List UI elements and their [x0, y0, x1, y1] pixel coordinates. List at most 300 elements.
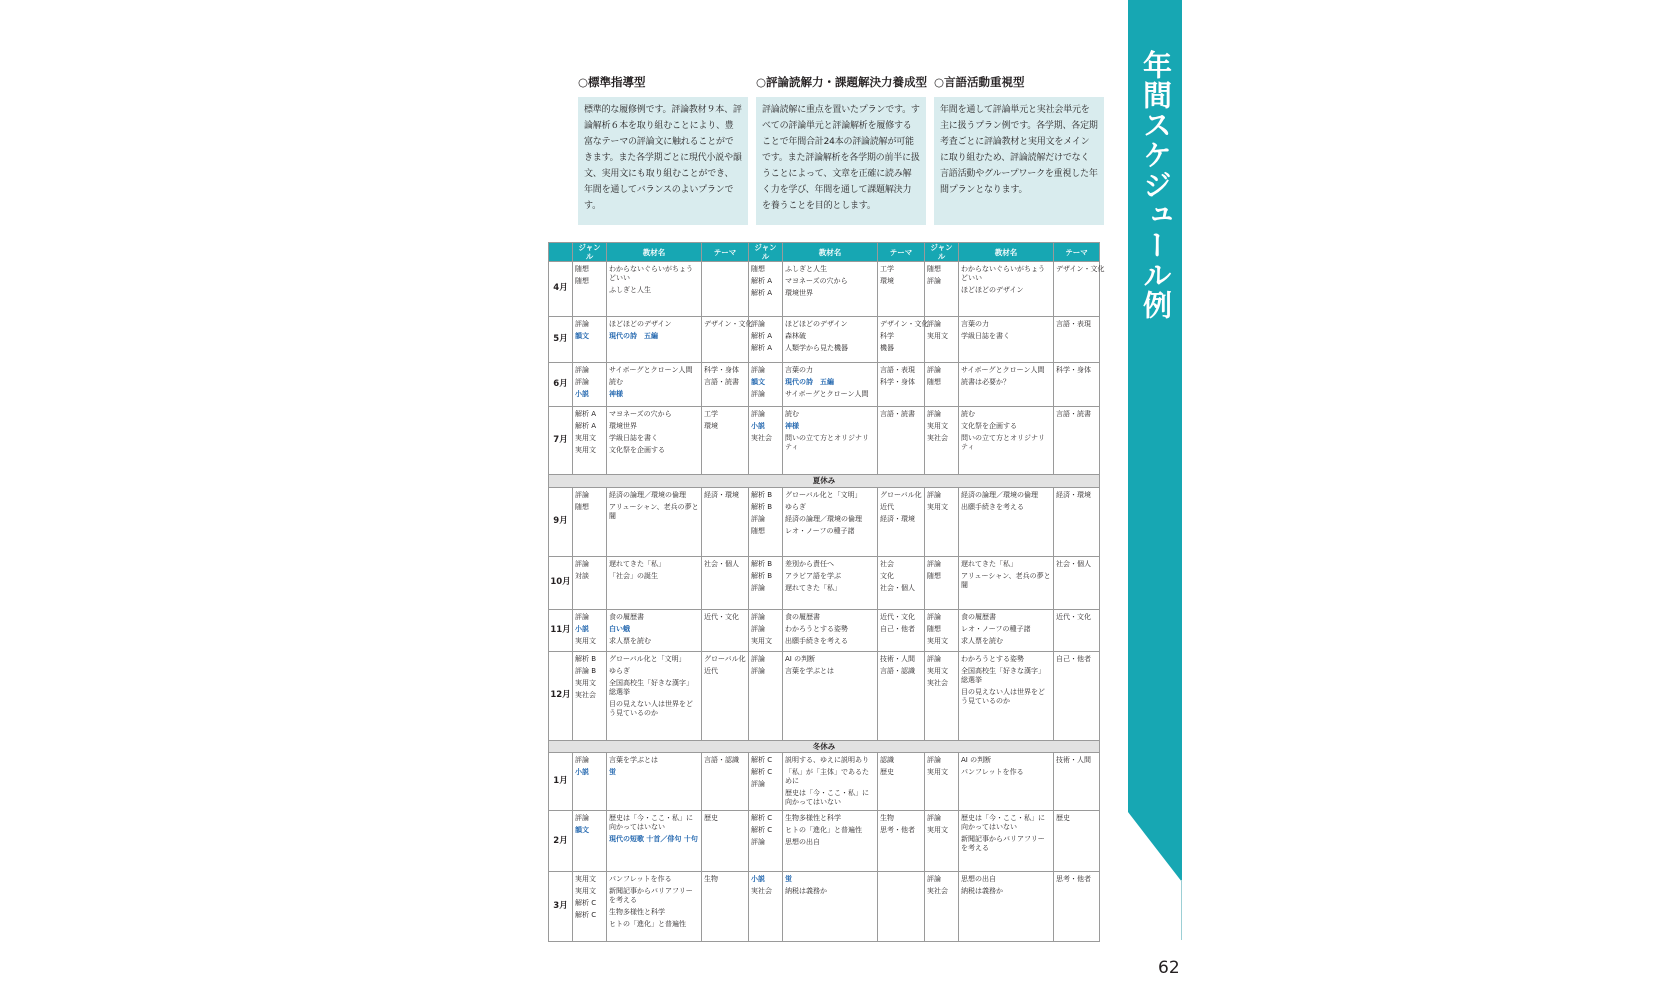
theme-entry: 生物: [880, 814, 894, 823]
genre-cell: [573, 753, 607, 811]
title-entry: 問いの立て方とオリジナリティ: [785, 434, 869, 452]
theme-cell: [878, 316, 929, 362]
genre-entry: 随想: [575, 265, 589, 273]
title-entry: 食の履歴書: [785, 612, 820, 621]
title-entry: 出願手続きを考える: [961, 502, 1024, 511]
title-entry: マヨネーズの穴から: [609, 410, 672, 419]
title-entry: 新聞記事からバリアフリーを考える: [961, 835, 1045, 853]
genre-entry: 随想: [575, 277, 589, 285]
table-row: [549, 872, 1100, 942]
table-row: [549, 487, 1100, 557]
genre-entry: 随想: [927, 265, 941, 273]
title-cell: [959, 753, 1054, 811]
plan-title: ○言語活動重視型: [934, 75, 1025, 89]
theme-cell: [1054, 872, 1100, 942]
theme-entry: 科学・身体: [704, 366, 739, 375]
plan-language: [934, 74, 1104, 225]
theme-cell: [878, 557, 925, 610]
theme-entry: 近代・文化: [880, 612, 915, 621]
theme-entry: 近代: [880, 502, 894, 511]
genre-entry: 評論: [927, 319, 941, 328]
title-entry: 「社会」の誕生: [609, 572, 658, 581]
header-cell: テーマ: [1054, 243, 1100, 262]
title-entry: 歴史は「今・ここ・私」に向かってはいない: [961, 814, 1045, 832]
genre-cell: [749, 487, 783, 557]
title-entry: ほどほどのデザイン: [961, 286, 1024, 294]
theme-cell: [878, 811, 925, 872]
genre-entry: 実用文: [927, 331, 948, 340]
title-entry: ゆらぎ: [609, 667, 630, 675]
title-entry: 蛍: [785, 875, 792, 884]
theme-entry: 言語・表現: [1056, 319, 1091, 328]
theme-entry: 科学・身体: [1056, 366, 1091, 375]
theme-entry: 近代・文化: [704, 612, 739, 621]
genre-entry: 解析 B: [751, 502, 773, 511]
title-entry: 森林破: [785, 331, 806, 340]
title-cell: [607, 557, 702, 610]
title-entry: ふしぎと人生: [785, 265, 827, 273]
theme-cell: [878, 407, 925, 474]
genre-entry: 評論: [927, 560, 941, 569]
title-entry: 環境世界: [785, 289, 813, 297]
plan-description: 標準的な履修例です。評論教材９本、評論解析６本を取り組むことにより、豊富なテーマの評論文に触れることができます。また各学期ごとに現代小説や韻文、実用文にも取り組むことができ、年間を通してバランスのよいプランです。: [578, 97, 748, 225]
title-entry: 言葉の力: [785, 366, 813, 375]
theme-entry: 近代: [704, 667, 718, 675]
theme-entry: 技術・人間: [1056, 756, 1091, 765]
title-entry: ゆらぎ: [785, 502, 806, 511]
title-entry: 神様: [785, 422, 799, 431]
title-cell: [959, 316, 1054, 362]
title-entry: 言葉を学ぶとは: [785, 667, 834, 675]
title-cell: [959, 872, 1054, 942]
title-entry: 思想の出自: [785, 838, 820, 847]
title-entry: ヒトの「進化」と普遍性: [609, 920, 686, 929]
genre-entry: 実用文: [575, 434, 596, 443]
genre-entry: 評論: [751, 584, 765, 593]
month-label: 5月: [549, 316, 573, 362]
genre-cell: [573, 407, 607, 474]
title-cell: [783, 262, 878, 317]
theme-cell: [702, 557, 749, 610]
genre-entry: 評論 B: [575, 667, 597, 675]
genre-entry: 小説: [751, 422, 765, 431]
plan-description: 評論読解に重点を置いたプランです。すべての評論単元と評論解析を履修することで年間合計24本の評論読解が可能です。また評論解析を各学期の前半に扱うことによって、文章を正確に読み解く力を学び、年間を通して課題解決力を養うことを目的とします。: [756, 97, 926, 225]
header-corner: [549, 243, 573, 262]
title-entry: 言葉の力: [961, 319, 989, 328]
title-entry: 経済の論理／環境の倫理: [609, 490, 686, 499]
genre-entry: 実用文: [575, 679, 596, 687]
genre-entry: 評論: [751, 655, 765, 663]
title-entry: 遅れてきた「私」: [785, 584, 841, 593]
genre-entry: 随想: [927, 624, 941, 633]
title-entry: サイボーグとクローン人間: [961, 366, 1045, 375]
header-cell: ジャンル: [573, 243, 607, 262]
genre-entry: 韻文: [575, 331, 589, 340]
genre-entry: 実社会: [575, 691, 596, 699]
genre-entry: 実用文: [927, 768, 948, 777]
title-entry: 出願手続きを考える: [785, 636, 848, 645]
month-label: 10月: [549, 557, 573, 610]
theme-entry: 機器: [880, 343, 894, 352]
month-label: 2月: [549, 811, 573, 872]
title-entry: 求人票を読む: [961, 636, 1003, 645]
theme-cell: [702, 652, 749, 741]
theme-entry: 言語・認識: [880, 667, 915, 675]
plan-title: ○評論読解力・課題解決力養成型: [756, 75, 928, 89]
title-cell: [783, 407, 878, 474]
genre-entry: 随想: [751, 265, 765, 273]
genre-cell: [925, 557, 959, 610]
genre-entry: 実用文: [575, 446, 596, 455]
title-entry: 文化祭を企画する: [609, 446, 665, 455]
title-entry: グローバル化と「文明」: [785, 490, 862, 499]
title-cell: [607, 363, 702, 407]
title-entry: サイボーグとクローン人間: [785, 390, 869, 399]
genre-cell: [925, 363, 959, 407]
break-row: [549, 740, 1100, 753]
genre-entry: 評論: [751, 612, 765, 621]
theme-entry: 歴史: [704, 814, 718, 823]
theme-entry: 環境: [880, 277, 894, 285]
theme-entry: グローバル化: [704, 655, 746, 663]
table-row: [549, 652, 1100, 741]
title-entry: 全国高校生「好きな漢字」総選挙: [609, 679, 693, 696]
genre-entry: 評論: [927, 875, 941, 884]
genre-cell: [749, 609, 783, 651]
theme-entry: 経済・環境: [1056, 490, 1091, 499]
genre-entry: 解析 B: [751, 560, 773, 569]
theme-entry: 言語・読書: [1056, 410, 1091, 419]
theme-entry: 文化: [880, 572, 894, 581]
genre-entry: 実用文: [927, 636, 948, 645]
genre-entry: 実用文: [927, 422, 948, 431]
theme-cell: [878, 262, 925, 317]
title-entry: 目の見えない人は世界をどう見ているのか: [961, 688, 1045, 705]
break-label: 冬休み: [549, 740, 1100, 753]
genre-cell: [925, 652, 959, 741]
title-cell: [959, 487, 1054, 557]
title-cell: [959, 557, 1054, 610]
genre-entry: 実用文: [927, 826, 948, 835]
break-label: 夏休み: [549, 474, 1100, 487]
genre-entry: 評論: [927, 366, 941, 375]
theme-cell: [702, 363, 749, 407]
title-cell: [607, 872, 702, 942]
theme-cell: [1054, 811, 1100, 872]
genre-entry: 評論: [927, 490, 941, 499]
title-entry: 思想の出自: [961, 875, 996, 884]
title-entry: 問いの立て方とオリジナリティ: [961, 434, 1045, 452]
genre-entry: 解析 C: [575, 911, 597, 920]
genre-entry: 解析 B: [751, 490, 773, 499]
page-number: 62: [1158, 958, 1180, 978]
theme-cell: [1054, 557, 1100, 610]
theme-entry: 歴史: [1056, 814, 1070, 823]
theme-entry: 自己・他者: [1056, 655, 1091, 663]
title-entry: 環境世界: [609, 422, 637, 431]
genre-cell: [749, 811, 783, 872]
genre-entry: 解析 A: [575, 410, 597, 419]
title-entry: 現代の詩 五編: [785, 378, 834, 387]
header-cell: テーマ: [878, 243, 925, 262]
title-entry: 目の見えない人は世界をどう見ているのか: [609, 700, 693, 717]
theme-cell: [878, 609, 925, 651]
theme-entry: 経済・環境: [880, 514, 915, 523]
genre-entry: 解析 C: [751, 814, 773, 823]
title-entry: 経済の論理／環境の倫理: [961, 490, 1038, 499]
genre-entry: 実用文: [575, 887, 596, 896]
title-entry: 歴史は「今・ここ・私」に向かってはいない: [785, 789, 869, 807]
title-entry: 読む: [609, 378, 623, 387]
title-cell: [783, 487, 878, 557]
title-cell: [607, 316, 702, 362]
title-entry: 新聞記事からバリアフリーを考える: [609, 887, 693, 905]
genre-entry: 実社会: [751, 887, 772, 896]
genre-entry: 評論: [751, 390, 765, 399]
genre-entry: 評論: [575, 366, 589, 375]
genre-entry: 実用文: [927, 502, 948, 511]
title-entry: パンフレットを作る: [609, 875, 672, 884]
title-cell: [959, 262, 1054, 317]
title-entry: 神様: [609, 390, 623, 399]
title-entry: 文化祭を企画する: [961, 422, 1017, 431]
title-entry: パンフレットを作る: [961, 768, 1024, 777]
genre-entry: 評論: [751, 838, 765, 847]
plan-title: ○標準指導型: [578, 75, 646, 89]
title-entry: 「私」が「主体」であるために: [785, 768, 869, 786]
genre-cell: [573, 316, 607, 362]
title-entry: ふしぎと人生: [609, 286, 651, 294]
theme-cell: [878, 363, 925, 407]
genre-entry: 解析 B: [575, 655, 597, 663]
theme-cell: [702, 811, 749, 872]
theme-entry: 技術・人間: [880, 655, 915, 663]
theme-cell: [1054, 262, 1105, 317]
theme-entry: 生物: [704, 875, 718, 884]
genre-cell: [925, 262, 959, 317]
genre-entry: 小説: [575, 624, 589, 633]
genre-entry: 評論: [575, 490, 589, 499]
genre-entry: 評論: [927, 756, 941, 765]
genre-cell: [749, 652, 783, 741]
month-label: 11月: [549, 609, 573, 651]
genre-cell: [925, 487, 959, 557]
genre-entry: 実社会: [927, 679, 948, 687]
genre-entry: 解析 C: [751, 768, 773, 777]
genre-entry: 評論: [751, 514, 765, 523]
genre-entry: 評論: [575, 756, 589, 765]
genre-cell: [749, 363, 783, 407]
genre-entry: 評論: [751, 319, 765, 328]
genre-cell: [573, 487, 607, 557]
genre-entry: 解析 A: [751, 343, 773, 352]
genre-cell: [749, 557, 783, 610]
genre-cell: [573, 652, 607, 741]
title-entry: 遅れてきた「私」: [961, 560, 1017, 569]
genre-entry: 評論: [751, 780, 765, 789]
table-row: [549, 262, 1100, 317]
header-cell: テーマ: [702, 243, 749, 262]
genre-cell: [573, 609, 607, 651]
genre-entry: 解析 A: [751, 331, 773, 340]
plan-description: 年間を通して評論単元と実社会単元を主に扱うプラン例です。各学期、各定期考査ごとに評論教材と実用文をメインに取り組むため、評論読解だけでなく言語活動やグループワークを重視した年間プランとなります。: [934, 97, 1104, 225]
genre-entry: 解析 A: [751, 289, 773, 297]
genre-cell: [925, 753, 959, 811]
theme-entry: 科学: [880, 331, 894, 340]
genre-entry: 評論: [575, 814, 589, 823]
theme-entry: 社会・個人: [1056, 560, 1091, 569]
month-label: 4月: [549, 262, 573, 317]
title-entry: 食の履歴書: [961, 612, 996, 621]
theme-cell: [1054, 363, 1100, 407]
genre-entry: 評論: [751, 410, 765, 419]
break-row: [549, 474, 1100, 487]
theme-entry: 言語・読書: [880, 410, 915, 419]
side-ribbon-tip: [1128, 812, 1182, 882]
theme-cell: [1054, 609, 1100, 651]
title-cell: [607, 407, 702, 474]
genre-cell: [749, 262, 783, 317]
genre-entry: 韻文: [751, 378, 765, 387]
genre-cell: [925, 872, 959, 942]
theme-entry: 自己・他者: [880, 624, 915, 633]
title-cell: [783, 316, 878, 362]
theme-cell: [1054, 652, 1100, 741]
title-entry: 生物多様性と科学: [609, 908, 665, 917]
genre-entry: 評論: [927, 612, 941, 621]
genre-entry: 評論: [575, 612, 589, 621]
title-cell: [783, 557, 878, 610]
title-entry: ほどほどのデザイン: [785, 319, 848, 328]
genre-cell: [573, 811, 607, 872]
theme-entry: デザイン・文化: [880, 319, 929, 328]
theme-cell: [702, 609, 749, 651]
title-entry: グローバル化と「文明」: [609, 655, 686, 663]
title-cell: [783, 811, 878, 872]
theme-cell: [702, 487, 749, 557]
title-cell: [783, 753, 878, 811]
theme-entry: 社会・個人: [704, 560, 739, 569]
month-label: 3月: [549, 872, 573, 942]
table-row: [549, 811, 1100, 872]
title-cell: [607, 811, 702, 872]
schedule-table: [548, 242, 1105, 942]
theme-cell: [878, 872, 925, 942]
table-header-row: [549, 243, 1100, 262]
genre-entry: 随想: [751, 526, 765, 535]
header-cell: ジャンル: [749, 243, 783, 262]
month-label: 12月: [549, 652, 573, 741]
genre-cell: [749, 407, 783, 474]
title-entry: アリューシャン、老兵の夢と闇: [961, 572, 1051, 590]
table-row: [549, 609, 1100, 651]
theme-entry: 思考・他者: [1056, 875, 1091, 884]
title-entry: 歴史は「今・ここ・私」に向かってはいない: [609, 814, 693, 832]
genre-cell: [573, 363, 607, 407]
genre-entry: 評論: [575, 319, 589, 328]
genre-entry: 実用文: [575, 875, 596, 884]
title-entry: わからないぐらいがちょうどいい: [961, 265, 1045, 282]
title-entry: アリューシャン、老兵の夢と闇: [609, 502, 699, 520]
title-cell: [783, 652, 878, 741]
title-entry: サイボーグとクローン人間: [609, 366, 693, 375]
genre-entry: 韻文: [575, 826, 589, 835]
ribbon-line: [1181, 880, 1182, 940]
genre-entry: 実社会: [927, 434, 948, 443]
genre-cell: [749, 872, 783, 942]
theme-cell: [1054, 487, 1100, 557]
header-cell: 教材名: [607, 243, 702, 262]
title-entry: AI の判断: [961, 756, 992, 765]
theme-cell: [1054, 316, 1100, 362]
genre-entry: 対談: [575, 572, 589, 581]
title-entry: AI の判断: [785, 655, 816, 663]
title-cell: [783, 363, 878, 407]
genre-cell: [573, 872, 607, 942]
title-cell: [607, 487, 702, 557]
title-cell: [783, 609, 878, 651]
title-cell: [959, 811, 1054, 872]
plan-reading: [756, 74, 926, 225]
genre-entry: 実社会: [751, 434, 772, 443]
genre-entry: 評論: [575, 378, 589, 387]
title-cell: [607, 609, 702, 651]
title-entry: 読む: [785, 410, 799, 419]
month-label: 7月: [549, 407, 573, 474]
title-entry: レオ・ノーフの種子諸: [785, 526, 855, 535]
theme-cell: [702, 407, 749, 474]
title-entry: 食の履歴書: [609, 612, 644, 621]
genre-entry: 評論: [751, 366, 765, 375]
genre-entry: 評論: [927, 410, 941, 419]
title-entry: ほどほどのデザイン: [609, 319, 672, 328]
genre-entry: 評論: [751, 624, 765, 633]
title-entry: 学級日誌を書く: [961, 331, 1010, 340]
plan-standard: [578, 74, 748, 225]
theme-entry: デザイン・文化: [1056, 265, 1105, 273]
genre-entry: 小説: [575, 768, 589, 777]
title-entry: 学級日誌を書く: [609, 434, 658, 443]
title-entry: 蛍: [609, 768, 616, 777]
title-entry: 言葉を学ぶとは: [609, 756, 658, 765]
title-entry: 納税は義務か: [785, 887, 827, 896]
title-entry: マヨネーズの穴から: [785, 277, 848, 285]
theme-entry: 近代・文化: [1056, 612, 1091, 621]
genre-cell: [573, 557, 607, 610]
theme-cell: [702, 872, 749, 942]
side-title: 年間スケジュール例: [1139, 50, 1173, 320]
month-label: 9月: [549, 487, 573, 557]
title-cell: [959, 363, 1054, 407]
genre-entry: 解析 C: [751, 756, 773, 765]
genre-entry: 解析 B: [751, 572, 773, 581]
theme-cell: [878, 753, 925, 811]
theme-entry: 認識: [880, 756, 894, 765]
title-entry: わかろうとする姿勢: [961, 655, 1024, 663]
title-entry: ヒトの「進化」と普遍性: [785, 826, 862, 835]
theme-cell: [1054, 407, 1100, 474]
theme-entry: 経済・環境: [704, 490, 739, 499]
genre-cell: [749, 316, 783, 362]
genre-entry: 解析 A: [751, 277, 773, 285]
genre-entry: 評論: [751, 667, 765, 675]
table-row: [549, 407, 1100, 474]
title-entry: 白い蛾: [609, 624, 630, 633]
title-entry: 読書は必要か？: [961, 378, 1010, 387]
genre-entry: 随想: [927, 572, 941, 581]
genre-entry: 評論: [575, 560, 589, 569]
title-cell: [783, 872, 878, 942]
